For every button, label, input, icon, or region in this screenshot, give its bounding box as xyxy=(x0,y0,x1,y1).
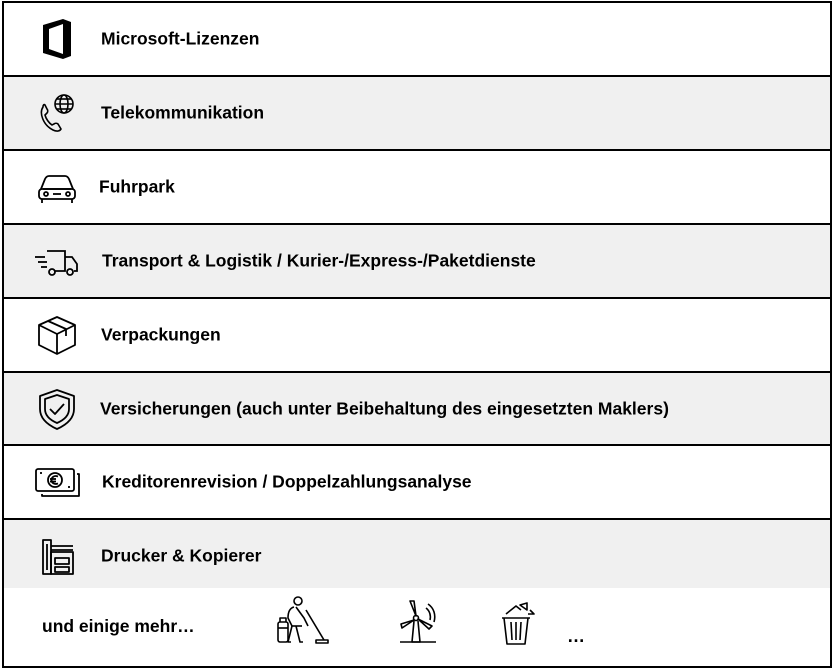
package-box-icon xyxy=(30,313,84,357)
list-item-label: Versicherungen (auch unter Beibehaltung des eingesetzten Maklers) xyxy=(100,398,669,418)
list-item-packaging xyxy=(4,299,830,373)
ellipsis-text: … xyxy=(567,626,585,646)
services-list xyxy=(2,1,832,668)
list-item-label: Verpackungen xyxy=(101,324,221,345)
phone-globe-icon xyxy=(30,91,84,135)
list-item-label: Fuhrpark xyxy=(99,176,175,197)
list-item-telecommunication xyxy=(4,77,830,151)
office-icon xyxy=(30,17,84,61)
list-item-creditor-audit xyxy=(4,446,830,520)
delivery-truck-icon xyxy=(30,239,84,283)
wind-turbine-icon xyxy=(394,598,442,648)
cleaning-person-icon xyxy=(272,596,330,648)
printer-copier-icon xyxy=(30,534,84,578)
list-item-microsoft-licenses xyxy=(4,3,830,77)
car-icon xyxy=(30,165,84,209)
recycling-bin-icon xyxy=(494,600,538,648)
list-item-insurance xyxy=(4,373,830,446)
euro-banknote-icon xyxy=(30,460,84,504)
list-item-label: Drucker & Kopierer xyxy=(101,545,262,565)
list-item-printers-copiers xyxy=(4,520,830,593)
list-item-more xyxy=(4,588,830,666)
list-item-fleet xyxy=(4,151,830,225)
shield-check-icon xyxy=(30,387,84,431)
list-item-label: Microsoft-Lizenzen xyxy=(101,28,260,49)
list-item-label: Kreditorenrevision / Doppelzahlungsanalyse xyxy=(102,471,472,492)
list-item-transport-logistics xyxy=(4,225,830,299)
more-label: und einige mehr… xyxy=(42,616,195,636)
list-item-label: Telekommunikation xyxy=(101,102,265,123)
list-item-label: Transport & Logistik / Kurier-/Express-/Paketdienste xyxy=(102,250,536,271)
